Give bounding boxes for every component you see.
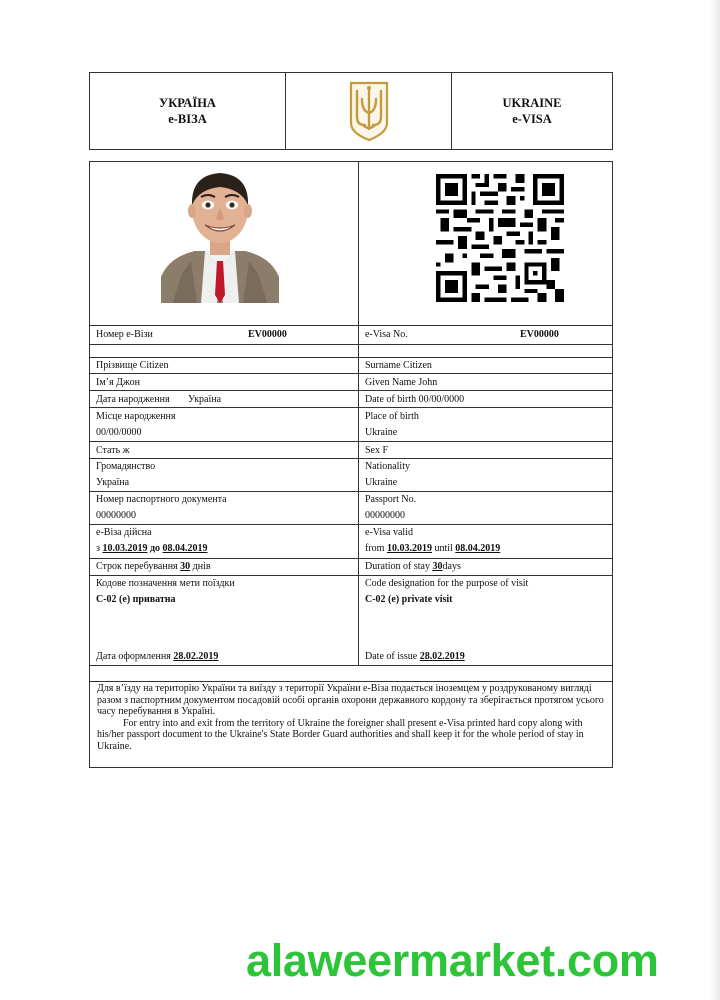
en-passport-value: 00000000 (365, 510, 405, 521)
ua-to-word: до (149, 543, 161, 554)
en-given-name: Given Name John (365, 377, 438, 388)
divider (90, 325, 612, 326)
holder-photo (161, 165, 279, 303)
en-to-date: 08.04.2019 (455, 543, 501, 554)
visa-body (89, 161, 613, 768)
ua-issue-label: Дата оформлення (96, 651, 171, 662)
page-edge-shadow (710, 0, 720, 1000)
ua-sex: Стать ж (96, 445, 130, 456)
en-validity-label: e-Visa valid (365, 527, 413, 538)
ua-passport-value: 00000000 (96, 510, 136, 521)
divider (90, 681, 612, 682)
ukraine-trident-icon (347, 79, 391, 143)
header-ua-doc: е-ВІЗА (168, 112, 207, 126)
en-issue-value: 28.02.2019 (419, 651, 465, 662)
divider (90, 665, 612, 666)
ua-surname: Прізвище Citizen (96, 360, 169, 371)
en-nationality-label: Nationality (365, 461, 410, 472)
en-surname: Surname Citizen (365, 360, 432, 371)
divider (90, 407, 612, 408)
header-en-doc: e-VISA (512, 112, 552, 126)
en-stay-suffix: days (442, 561, 461, 572)
ua-entry-note: Для в’їзду на територію України та виїзду з території України е-Віза подається іноземцем у роздрукованому вигляді разом з паспортним документом посадовій особі органів охорони державного кордону та зберігається протягом усього часу перебування в Україні. (97, 683, 604, 718)
en-stay (365, 559, 461, 574)
en-stay-days: 30 (432, 561, 443, 572)
ua-dob-value: Україна (188, 394, 222, 405)
ua-from-word: з (96, 543, 100, 554)
ua-visa-number-value: EV00000 (248, 329, 287, 340)
ua-nationality-label: Громадянство (96, 461, 156, 472)
ua-stay-prefix: Строк перебування (96, 561, 178, 572)
visa-header (89, 72, 613, 150)
divider (90, 458, 612, 459)
column-divider (358, 162, 359, 665)
en-visa-number-label: e-Visa No. (365, 329, 408, 340)
divider (90, 441, 612, 442)
ua-stay (96, 559, 211, 574)
ua-given-name: Ім’я Джон (96, 377, 140, 388)
ua-stay-days: 30 (180, 561, 191, 572)
ua-pob-value: 00/00/0000 (96, 427, 142, 438)
en-issue-date (365, 649, 465, 664)
header-emblem-cell (286, 73, 452, 149)
ua-nationality-value: Україна (96, 477, 130, 488)
en-entry-note: For entry into and exit from the territory of Ukraine the foreigner shall present e-Visa printed hard copy along with his/her passport document to the Ukraine's State Border Guard authorities and shall keep it for the whole period of stay in Ukraine. (97, 717, 584, 752)
en-pob-value: Ukraine (365, 427, 398, 438)
ua-issue-date (96, 649, 218, 664)
en-until-word: until (434, 543, 453, 554)
ua-from-date: 10.03.2019 (102, 543, 148, 554)
en-purpose-label: Code designation for the purpose of visit (365, 578, 529, 589)
ua-purpose-label: Кодове позначення мети поїздки (96, 578, 235, 589)
entry-notes (97, 683, 607, 753)
divider (90, 373, 612, 374)
en-sex: Sex F (365, 445, 389, 456)
en-pob-label: Place of birth (365, 411, 419, 422)
ua-to-date: 08.04.2019 (162, 543, 208, 554)
en-passport-label: Passport No. (365, 494, 417, 505)
ua-passport-label: Номер паспортного документа (96, 494, 227, 505)
ua-validity-label: е-Віза дійсна (96, 527, 152, 538)
ua-purpose-value: C-02 (е) приватна (96, 594, 176, 605)
qr-code (436, 174, 564, 302)
header-en-country: UKRAINE (502, 96, 562, 110)
ua-stay-suffix: днів (192, 561, 211, 572)
ua-issue-value: 28.02.2019 (173, 651, 219, 662)
en-nationality-value: Ukraine (365, 477, 398, 488)
en-purpose-value: C-02 (е) private visit (365, 594, 453, 605)
en-stay-prefix: Duration of stay (365, 561, 430, 572)
ua-visa-number-label: Номер е-Візи (96, 329, 153, 340)
header-ukrainian (90, 73, 286, 149)
header-english (452, 73, 612, 149)
ua-pob-label: Місце народження (96, 411, 176, 422)
ua-dob-label: Дата народження (96, 394, 170, 405)
en-from-date: 10.03.2019 (386, 543, 432, 554)
en-dob: Date of birth 00/00/0000 (365, 394, 465, 405)
en-validity-dates (365, 541, 500, 556)
divider (90, 390, 612, 391)
divider (90, 524, 612, 525)
ua-validity-dates (96, 541, 208, 556)
en-from-word: from (365, 543, 385, 554)
watermark-text: alaweermarket.com (246, 935, 659, 986)
en-issue-label: Date of issue (365, 651, 418, 662)
header-ua-country: УКРАЇНА (159, 96, 216, 110)
en-visa-number-value: EV00000 (520, 329, 559, 340)
divider (90, 344, 612, 345)
